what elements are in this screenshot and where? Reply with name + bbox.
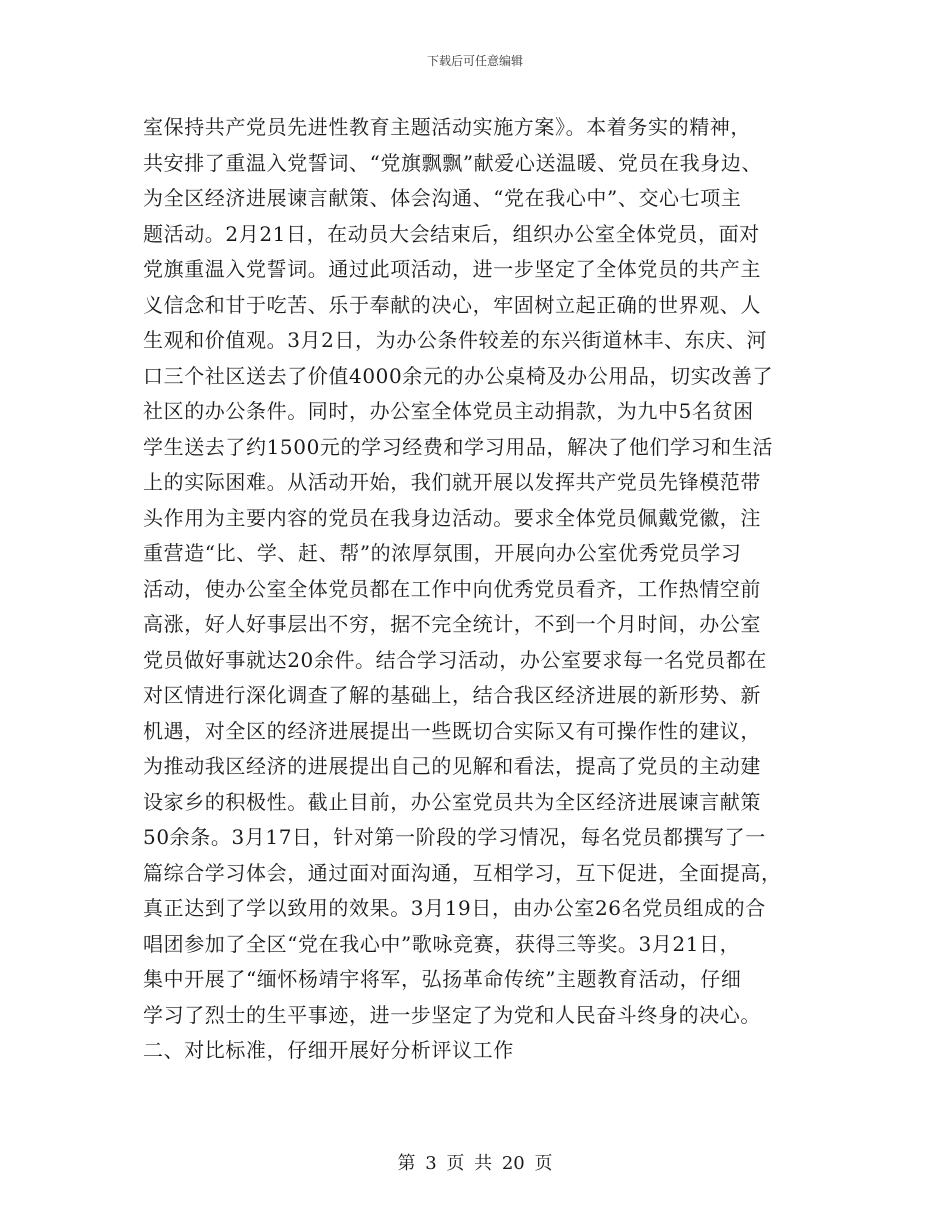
text-line: 学习了烈士的生平事迹，进一步坚定了为党和人民奋斗终身的决心。 [143, 1002, 761, 1027]
text-line: 重营造“比、学、赶、帮”的浓厚氛围，开展向办公室优秀党员学习 [143, 541, 742, 565]
text-line: 党员做好事就达20余件。结合学习活动，办公室要求每一名党员都在 [143, 647, 768, 672]
text-line: 社区的办公条件。同时，办公室全体党员主动捐款，为九中5名贫困 [143, 399, 754, 423]
text-line: 机遇，对全区的经济进展提出一些既切合实际又有可操作性的建议， [143, 718, 761, 743]
text-line: 为全区经济进展谏言献策、体会沟通、“党在我心中”、交心七项主 [143, 186, 742, 210]
page-header-note: 下载后可任意编辑 [426, 54, 523, 68]
text-line: 篇综合学习体会，通过面对面沟通，互相学习，互下促进，全面提高， [143, 860, 782, 885]
text-line: 活动，使办公室全体党员都在工作中向优秀党员看齐，工作热情空前 [143, 576, 761, 601]
text-line: 为推动我区经济的进展提出自己的见解和看法，提高了党员的主动建 [143, 754, 761, 778]
text-line: 共安排了重温入党誓词、“党旗飘飘”献爱心送温暖、党员在我身边、 [143, 150, 763, 175]
section-heading: 二、对比标准，仔细开展好分析评议工作 [143, 1038, 514, 1062]
text-line: 室保持共产党员先进性教育主题活动实施方案》。本着务实的精神， [143, 115, 751, 139]
text-line: 义信念和甘于吃苦、乐于奉献的决心，牢固树立起正确的世界观、人 [143, 292, 761, 317]
body-text [143, 110, 813, 1069]
text-line: 集中开展了“缅怀杨靖宇将军，弘扬革命传统”主题教育活动，仔细 [143, 967, 742, 991]
text-line: 50余条。3月17日，针对第一阶段的学习情况，每名党员都撰写了一 [143, 825, 766, 849]
text-line: 学生送去了约1500元的学习经费和学习用品，解决了他们学习和生活 [143, 434, 774, 459]
text-line: 头作用为主要内容的党员在我身边活动。要求全体党员佩戴党徽，注 [143, 505, 761, 530]
text-line: 口三个社区送去了价值4000余元的办公桌椅及办公用品，切实改善了 [143, 363, 774, 388]
text-line: 高涨，好人好事层出不穷，据不完全统计，不到一个月时间，办公室 [143, 612, 761, 636]
text-line: 题活动。2月21日，在动员大会结束后，组织办公室全体党员，面对 [143, 221, 760, 246]
text-line: 党旗重温入党誓词。通过此项活动，进一步坚定了全体党员的共产主 [143, 257, 761, 281]
text-line: 唱团参加了全区“党在我心中”歌咏竞赛，获得三等奖。3月21日， [143, 931, 741, 956]
page-number: 第 3 页 共 20 页 [397, 1153, 553, 1174]
text-line: 上的实际困难。从活动开始，我们就开展以发挥共产党员先锋模范带 [143, 470, 761, 494]
text-line: 设家乡的积极性。截止目前，办公室党员共为全区经济进展谏言献策 [143, 789, 761, 814]
text-line: 对区情进行深化调查了解的基础上，结合我区经济进展的新形势、新 [143, 683, 761, 707]
text-line: 真正达到了学以致用的效果。3月19日，由办公室26名党员组成的合 [143, 896, 766, 920]
text-line: 生观和价值观。3月2日，为办公条件较差的东兴街道林丰、东庆、河 [143, 328, 768, 352]
